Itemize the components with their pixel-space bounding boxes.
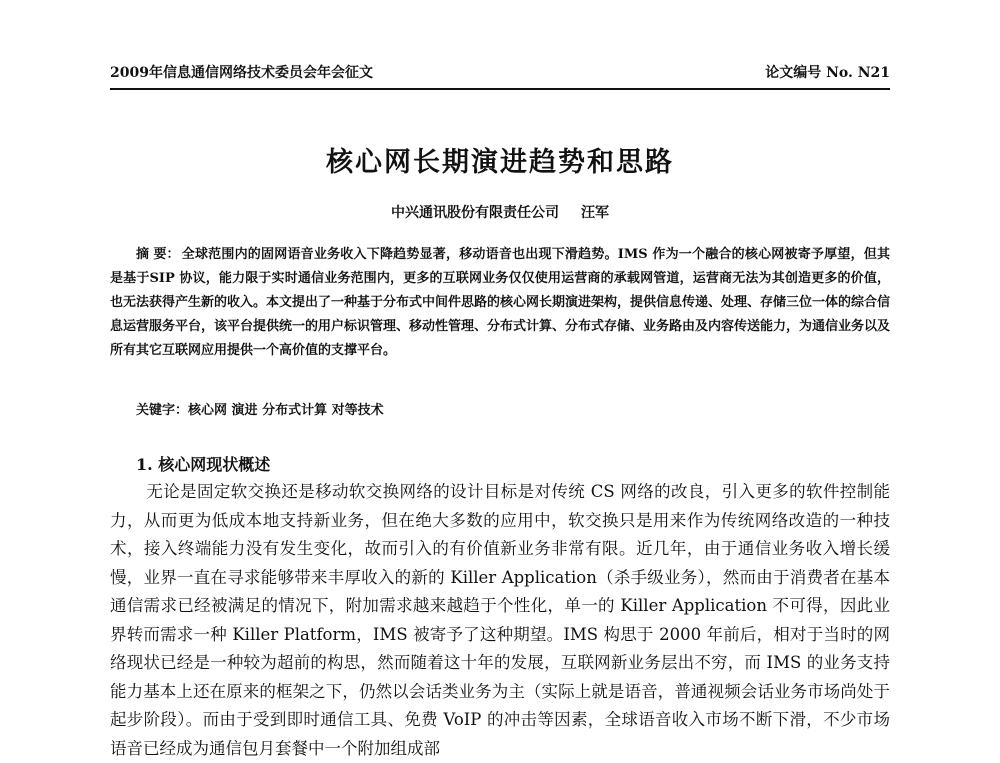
abstract	[110, 243, 890, 363]
conference-name: 2009年信息通信网络技术委员会年会征文	[110, 65, 373, 81]
keywords	[136, 399, 890, 418]
page-header	[110, 62, 890, 84]
author-name: 汪军	[581, 205, 609, 221]
paper-number: 论文编号 No. N21	[765, 65, 890, 81]
author-affiliation: 中兴通讯股份有限责任公司	[391, 205, 559, 221]
keywords-label: 关键字：	[136, 403, 189, 418]
abstract-label: 摘 要：	[136, 247, 180, 262]
header-rule	[110, 88, 890, 90]
keywords-text: 核心网 演进 分布式计算 对等技术	[188, 403, 384, 418]
section-body	[110, 478, 890, 763]
section-heading: 1. 核心网现状概述	[136, 455, 271, 474]
abstract-text: 全球范围内的固网语音业务收入下降趋势显著，移动语音也出现下滑趋势。IMS 作为一个融合的核心网被寄予厚望，但其是基于SIP 协议，能力限于实时通信业务范围内，更多的互联网业务仅仅使用运营商的承载网管道，运营商无法为其创造更多的价值，也无法获得产生新的收入。本文提出了一种基于分布式中间件思路的核心网长期演进架构，提供信息传递、处理、存储三位一体的综合信息运营服务平台，该平台提供统一的用户标识管理、移动性管理、分布式计算、分布式存储、业务路由及内容传送能力，为通信业务以及所有其它互联网应用提供一个高价值的支撑平台。	[110, 247, 891, 358]
paper-title: 核心网长期演进趋势和思路	[326, 147, 674, 178]
body-paragraph: 无论是固定软交换还是移动软交换网络的设计目标是对传统 CS 网络的改良，引入更多的软件控制能力，从而更为低成本地支持新业务，但在绝大多数的应用中，软交换只是用来作为传统网络改造的一种技术，接入终端能力没有发生变化，故而引入的有价值新业务非常有限。近几年，由于通信业务收入增长缓慢，业界一直在寻求能够带来丰厚收入的新的 Killer Application（杀手级业务），然而由于消费者在基本通信需求已经被满足的情况下，附加需求越来越趋于个性化，单一的 Killer Application 不可得，因此业界转而需求一种 Killer Platform，IMS 被寄予了这种期望。IMS 构思于 2000 年前后，相对于当时的网络现状已经是一种较为超前的构思，然而随着这十年的发展，互联网新业务层出不穷，而 IMS 的业务支持能力基本上还在原来的框架之下，仍然以会话类业务为主（实际上就是语音，普通视频会话业务市场尚处于起步阶段）。而由于受到即时通信工具、免费 VoIP 的冲击等因素，全球语音收入市场不断下滑，不少市场语音已经成为通信包月套餐中一个附加组成部	[110, 482, 890, 758]
author-line	[110, 202, 890, 222]
